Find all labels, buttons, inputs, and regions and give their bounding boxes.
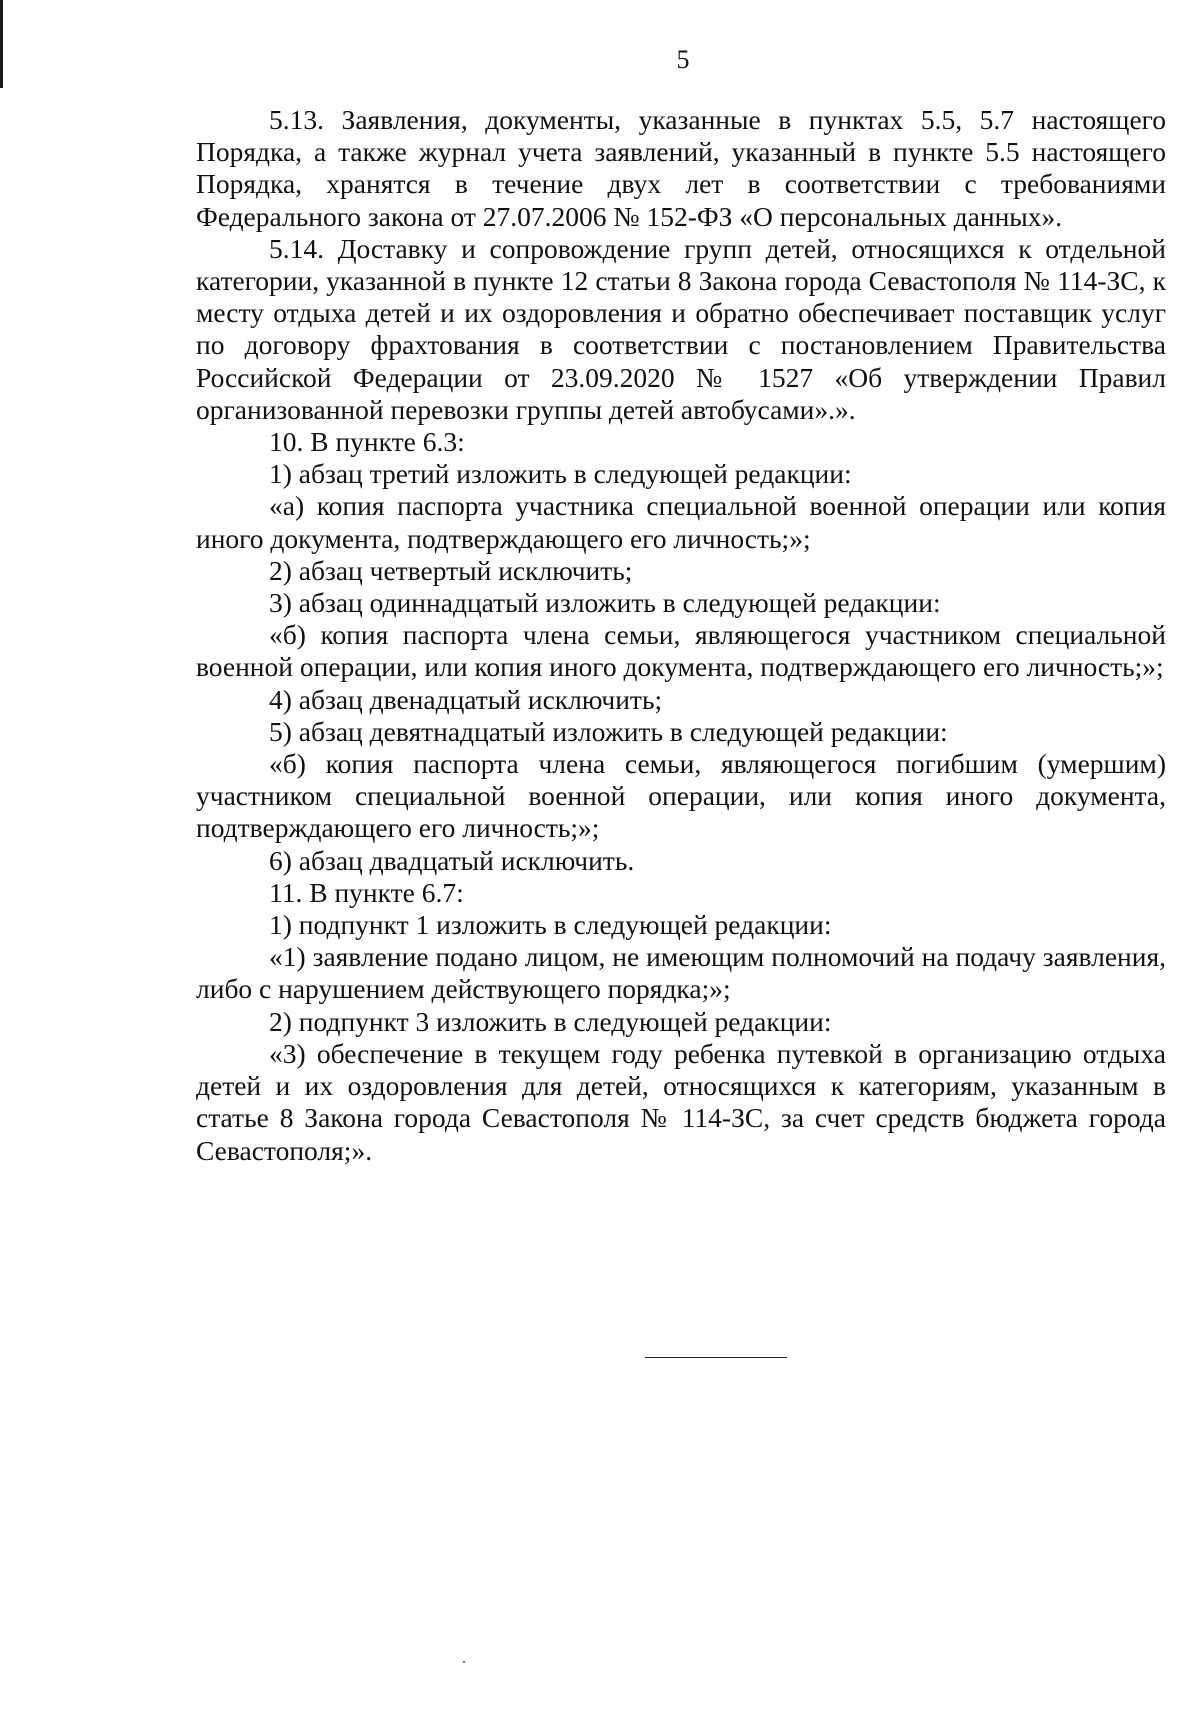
paragraph-item-10-1-text: «а) копия паспорта участника специальной военной операции или копия иного документа, подтверждающего его личность;»; [196, 490, 1166, 554]
paragraph-item-10-1: 1) абзац третий изложить в следующей редакции: [269, 458, 852, 490]
paragraph-item-10-4: 4) абзац двенадцатый исключить; [269, 683, 663, 715]
scan-speck [463, 1661, 465, 1663]
paragraph-item-11-1: 1) подпункт 1 изложить в следующей редакции: [269, 909, 832, 941]
paragraph-item-10-6: 6) абзац двадцатый исключить. [269, 844, 635, 876]
document-body [196, 104, 1166, 1167]
paragraph-item-10-3: 3) абзац одиннадцатый изложить в следующей редакции: [269, 587, 941, 619]
paragraph-item-10-2: 2) абзац четвертый исключить; [269, 554, 633, 586]
paragraph-item-10: 10. В пункте 6.3: [269, 426, 465, 458]
paragraph-5-14: 5.14. Доставку и сопровождение групп детей, относящихся к отдельной категории, указанной в пункте 12 статьи 8 Закона города Севастополя № 114-ЗС, к месту отдыха детей и их оздоровления и обратно обеспечивает поставщик услуг по договору фрахтования в соответствии с постановлением Правительства Российской Федерации от 23.09.2020 № 1527 «Об утверждении Правил организованной перевозки группы детей автобусами».». [196, 232, 1166, 425]
paragraph-item-10-5: 5) абзац девятнадцатый изложить в следующей редакции: [269, 715, 948, 747]
paragraph-item-11-2-text: «3) обеспечение в текущем году ребенка путевкой в организацию отдыха детей и их оздоровления для детей, относящихся к категориям, указанным в статье 8 Закона города Севастополя № 114-ЗС, за счет средств бюджета города Севастополя;». [196, 1037, 1166, 1166]
paragraph-5-13: 5.13. Заявления, документы, указанные в пунктах 5.5, 5.7 настоящего Порядка, а также журнал учета заявлений, указанный в пункте 5.5 настоящего Порядка, хранятся в течение двух лет в соответствии с требованиями Федерального закона от 27.07.2006 № 152-ФЗ «О персональных данных». [196, 104, 1166, 232]
paragraph-item-10-3-text: «б) копия паспорта члена семьи, являющегося участником специальной военной операции, или копия иного документа, подтверждающего его личность;»; [196, 619, 1166, 683]
end-of-text-rule [645, 1357, 787, 1358]
paragraph-item-11: 11. В пункте 6.7: [269, 876, 464, 908]
paragraph-item-11-2: 2) подпункт 3 изложить в следующей редакции: [269, 1005, 832, 1037]
paragraph-item-11-1-text: «1) заявление подано лицом, не имеющим полномочий на подачу заявления, либо с нарушением действующего порядка;»; [196, 941, 1166, 1005]
paragraph-item-10-5-text: «б) копия паспорта члена семьи, являющегося погибшим (умершим) участником специальной военной операции, или копия иного документа, подтверждающего его личность;»; [196, 748, 1166, 844]
page-number: 5 [676, 45, 690, 74]
